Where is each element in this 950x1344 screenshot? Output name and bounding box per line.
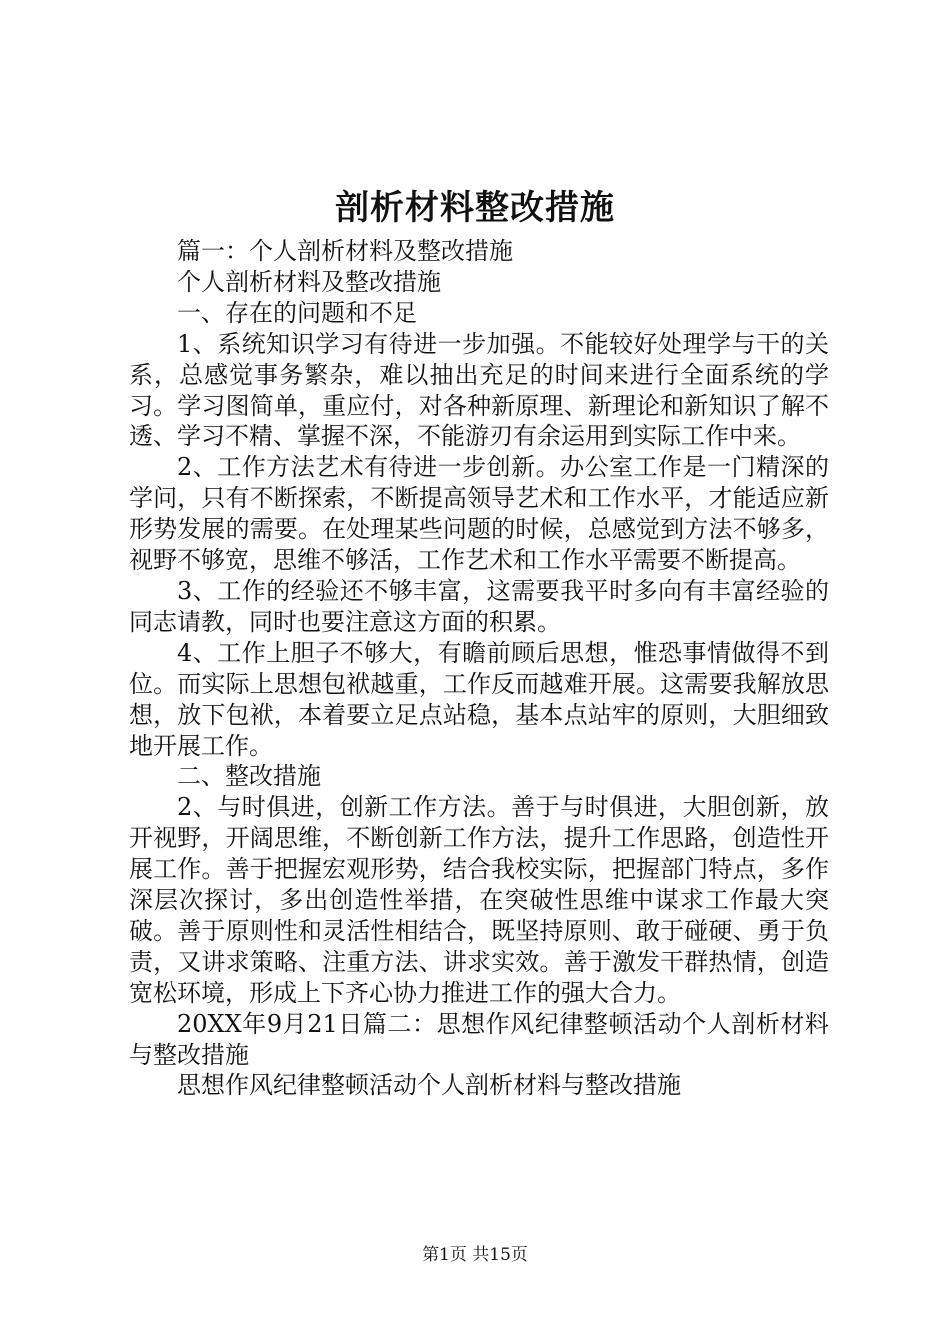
page-number-footer: 第1页 共15页: [422, 1245, 528, 1265]
paragraph-item-2: 2、工作方法艺术有待进一步创新。办公室工作是一门精深的学问，只有不断探索，不断提高领导艺术和工作水平，才能适应新形势发展的需要。在处理某些问题的时候，总感觉到方法不够多，视野不够宽，思维不够活，工作艺术和工作水平需要不断提高。: [129, 453, 829, 575]
paragraph-item-1: 1、系统知识学习有待进一步加强。不能较好处理学与干的关系，总感觉事务繁杂，难以抽出充足的时间来进行全面系统的学习。学习图简单，重应付，对各种新原理、新理论和新知识了解不透、学习不精、掌握不深，不能游刃有余运用到实际工作中来。: [129, 329, 829, 451]
paragraph-item-3: 3、工作的经验还不够丰富，这需要我平时多向有丰富经验的同志请教，同时也要注意这方面的积累。: [129, 576, 829, 636]
paragraph-part-two-title: 思想作风纪律整顿活动个人剖析材料与整改措施: [177, 1071, 681, 1100]
paragraph-item-4: 4、工作上胆子不够大，有瞻前顾后思想，惟恐事情做得不到位。而实际上思想包袱越重，工作反而越难开展。这需要我解放思想，放下包袱，本着要立足点站稳，基本点站牢的原则，大胆细致地开展工作。: [129, 638, 829, 760]
paragraph-subtitle: 个人剖析材料及整改措施: [177, 267, 441, 296]
paragraph-heading-part-one: 篇一：个人剖析材料及整改措施: [177, 237, 513, 265]
paragraph-section-problems: 一、存在的问题和不足: [177, 298, 417, 327]
document-title: 剖析材料整改措施: [335, 188, 615, 228]
document-body: [129, 236, 829, 1101]
paragraph-date-part-two: 20XX年9月21日篇二：思想作风纪律整顿活动个人剖析材料与整改措施: [129, 1009, 829, 1069]
paragraph-section-measures: 二、整改措施: [177, 762, 321, 791]
paragraph-measure-2: 2、与时俱进，创新工作方法。善于与时俱进，大胆创新，放开视野，开阔思维，不断创新工作方法，提升工作思路，创造性开展工作。善于把握宏观形势，结合我校实际，把握部门特点，多作深层次探讨，多出创造性举措，在突破性思维中谋求工作最大突破。善于原则性和灵活性相结合，既坚持原则、敢于碰硬、勇于负责，又讲求策略、注重方法、讲求实效。善于激发干群热情，创造宽松环境，形成上下齐心协力推进工作的强大合力。: [129, 793, 829, 1007]
